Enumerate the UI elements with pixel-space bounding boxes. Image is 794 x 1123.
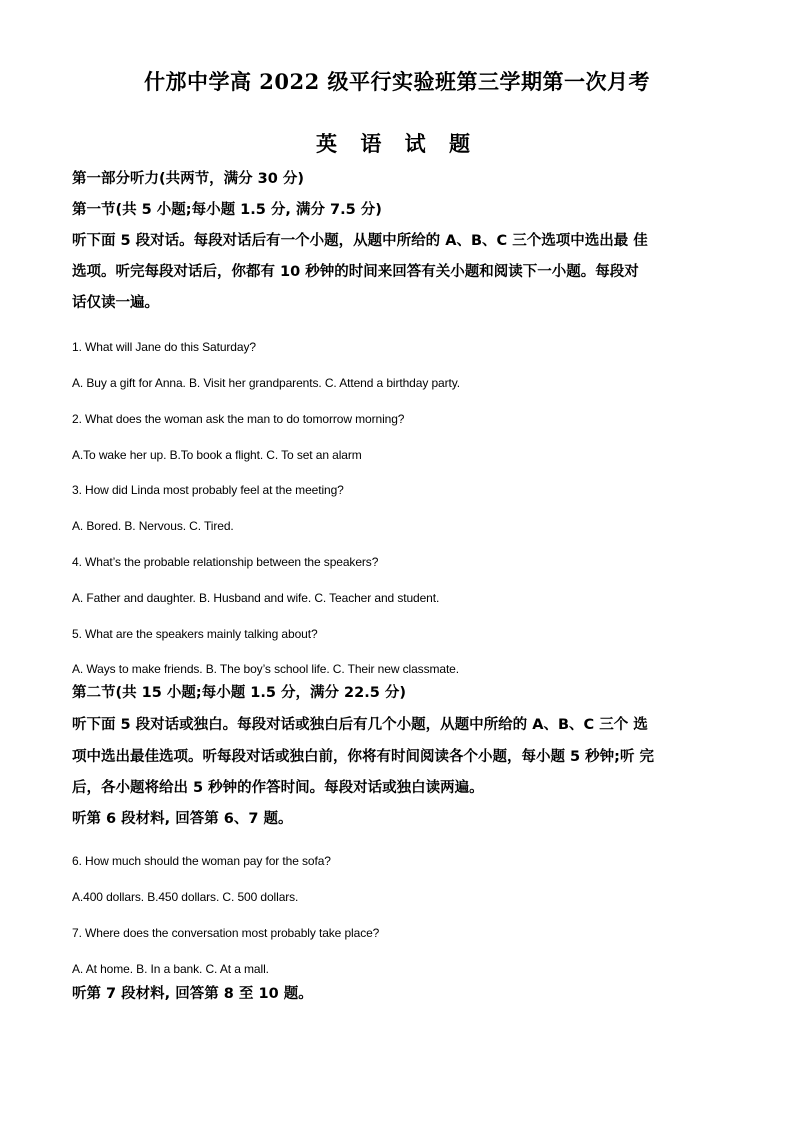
material-6-heading: 听第 6 段材料, 回答第 6、7 题。	[72, 811, 293, 827]
section2-instruction-line-1: 听下面 5 段对话或独白。每段对话或独白后有几个小题，从题中所给的 A、B、C 三个 选	[72, 717, 648, 733]
question-3: 3. How did Linda most probably feel at the meeting?	[72, 483, 344, 497]
part1-heading: 第一部分听力(共两节，满分 30 分)	[72, 171, 305, 187]
question-6: 6. How much should the woman pay for the sofa?	[72, 854, 331, 868]
section2-instruction-line-2: 项中选出最佳选项。听每段对话或独白前，你将有时间阅读各个小题，每小题 5 秒钟;听 完	[72, 749, 655, 765]
question-4: 4. What’s the probable relationship between the speakers?	[72, 555, 379, 569]
exam-title: 什邡中学高 2022 级平行实验班第三学期第一次月考	[143, 69, 651, 94]
question-5-options: A. Ways to make friends. B. The boy’s school life. C. Their new classmate.	[72, 662, 459, 676]
question-2: 2. What does the woman ask the man to do tomorrow morning?	[72, 412, 405, 426]
question-4-options: A. Father and daughter. B. Husband and wife. C. Teacher and student.	[72, 591, 440, 605]
exam-subtitle: 英 语 试 题	[316, 131, 478, 156]
section2-instruction-line-3: 后，各小题将给出 5 秒钟的作答时间。每段对话或独白读两遍。	[72, 780, 484, 796]
section2-heading: 第二节(共 15 小题;每小题 1.5 分，满分 22.5 分)	[72, 685, 406, 701]
section1-heading: 第一节(共 5 小题;每小题 1.5 分, 满分 7.5 分)	[72, 202, 382, 218]
question-1-options: A. Buy a gift for Anna. B. Visit her grandparents. C. Attend a birthday party.	[72, 376, 460, 390]
question-7: 7. Where does the conversation most probably take place?	[72, 926, 380, 940]
section1-instruction-line-1: 听下面 5 段对话。每段对话后有一个小题，从题中所给的 A、B、C 三个选项中选出最 佳	[72, 233, 648, 249]
question-7-options: A. At home. B. In a bank. C. At a mall.	[72, 962, 269, 976]
question-1: 1. What will Jane do this Saturday?	[72, 340, 256, 354]
material-7-heading: 听第 7 段材料, 回答第 8 至 10 题。	[72, 986, 313, 1002]
section1-instruction-line-2: 选项。听完每段对话后，你都有 10 秒钟的时间来回答有关小题和阅读下一小题。每段对	[72, 264, 639, 280]
question-3-options: A. Bored. B. Nervous. C. Tired.	[72, 519, 234, 533]
question-2-options: A.To wake her up. B.To book a flight. C. To set an alarm	[72, 448, 362, 462]
section1-instruction-line-3: 话仅读一遍。	[72, 295, 159, 311]
question-5: 5. What are the speakers mainly talking about?	[72, 627, 318, 641]
question-6-options: A.400 dollars. B.450 dollars. C. 500 dollars.	[72, 890, 299, 904]
